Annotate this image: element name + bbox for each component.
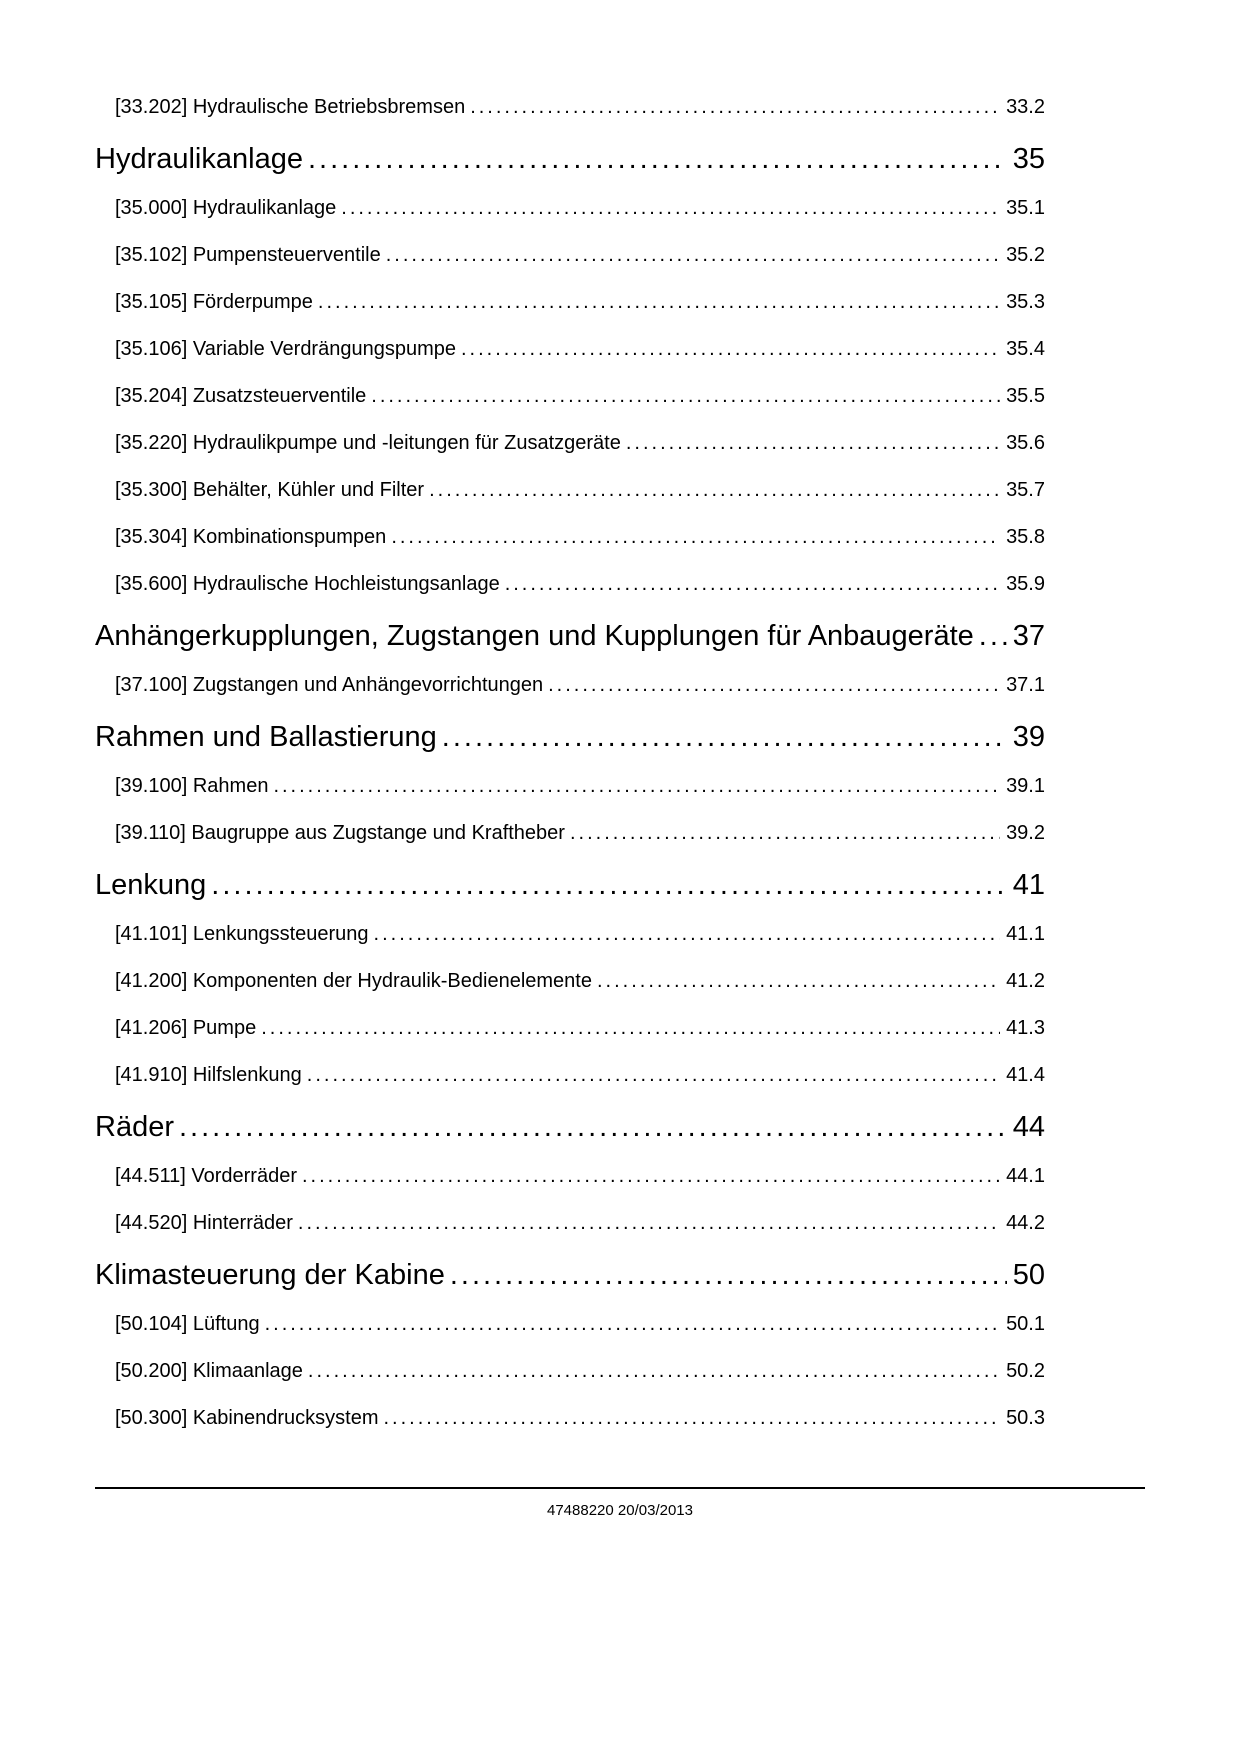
toc-entry-label: [39.110] Baugruppe aus Zugstange und Kraftheber xyxy=(115,822,565,844)
toc-entry[interactable] xyxy=(95,96,1045,119)
toc-entry-label: [35.106] Variable Verdrängungspumpe xyxy=(115,338,456,360)
toc-entry-label: [35.204] Zusatzsteuerventile xyxy=(115,385,367,407)
footer-text: 47488220 20/03/2013 xyxy=(547,1502,693,1519)
toc-entry-label: [35.000] Hydraulikanlage xyxy=(115,197,337,219)
toc-entry-label: [50.300] Kabinendrucksystem xyxy=(115,1407,379,1429)
toc-entry[interactable] xyxy=(95,573,1045,596)
dot-leader xyxy=(505,573,1000,596)
dot-leader xyxy=(265,1313,1000,1336)
toc-entry[interactable] xyxy=(95,197,1045,220)
page-footer xyxy=(95,1487,1145,1519)
toc-entry[interactable] xyxy=(95,1407,1045,1430)
toc-entry-label: [35.600] Hydraulische Hochleistungsanlage xyxy=(115,573,500,595)
toc-page-number: 35.8 xyxy=(1006,526,1045,548)
toc-page-number: 41.3 xyxy=(1006,1017,1045,1039)
toc-page-number: 35.4 xyxy=(1006,338,1045,360)
toc-entry[interactable] xyxy=(95,1313,1045,1336)
toc-entry-label: [35.105] Förderpumpe xyxy=(115,291,313,313)
dot-leader xyxy=(470,96,1000,119)
toc-section-heading[interactable] xyxy=(95,1259,1045,1292)
toc-section-heading[interactable] xyxy=(95,869,1045,902)
toc-page-number: 39 xyxy=(1012,721,1045,753)
toc-page-number: 39.2 xyxy=(1006,822,1045,844)
toc-entry-label: [41.910] Hilfslenkung xyxy=(115,1064,302,1086)
dot-leader xyxy=(318,291,1000,314)
toc-section-heading[interactable] xyxy=(95,721,1045,754)
toc-page-number: 33.2 xyxy=(1006,96,1045,118)
dot-leader xyxy=(308,143,1007,176)
toc-page-number: 50 xyxy=(1012,1259,1045,1291)
dot-leader xyxy=(261,1017,1000,1040)
toc-entry-label: [44.520] Hinterräder xyxy=(115,1212,293,1234)
toc-page-number: 35.7 xyxy=(1006,479,1045,501)
toc-page-number: 35.1 xyxy=(1006,197,1045,219)
toc-entry-label: [37.100] Zugstangen und Anhängevorrichtungen xyxy=(115,674,544,696)
toc-page-number: 35.9 xyxy=(1006,573,1045,595)
toc-entry[interactable] xyxy=(95,1165,1045,1188)
dot-leader xyxy=(307,1064,1000,1087)
toc-section-title: Rahmen und Ballastierung xyxy=(95,721,437,753)
toc-entry-label: [41.206] Pumpe xyxy=(115,1017,257,1039)
toc-entry-label: [50.200] Klimaanlage xyxy=(115,1360,303,1382)
toc-entry[interactable] xyxy=(95,1212,1045,1235)
dot-leader xyxy=(273,775,1000,798)
dot-leader xyxy=(341,197,1000,220)
toc-page-number: 50.1 xyxy=(1006,1313,1045,1335)
toc-entry-label: [35.102] Pumpensteuerventile xyxy=(115,244,381,266)
toc-entry[interactable] xyxy=(95,923,1045,946)
dot-leader xyxy=(391,526,1000,549)
toc-entry[interactable] xyxy=(95,1017,1045,1040)
toc-entry-label: [50.104] Lüftung xyxy=(115,1313,260,1335)
toc-page-number: 44.1 xyxy=(1006,1165,1045,1187)
toc-section-title: Klimasteuerung der Kabine xyxy=(95,1259,445,1291)
toc-section-title: Räder xyxy=(95,1111,174,1143)
toc-entry-label: [41.200] Komponenten der Hydraulik-Bedienelemente xyxy=(115,970,592,992)
toc-entry[interactable] xyxy=(95,385,1045,408)
toc-page-number: 41.4 xyxy=(1006,1064,1045,1086)
toc-entry-label: [35.300] Behälter, Kühler und Filter xyxy=(115,479,425,501)
toc-entry[interactable] xyxy=(95,244,1045,267)
dot-leader xyxy=(302,1165,1000,1188)
table-of-contents xyxy=(95,96,1045,1454)
toc-page-number: 35.3 xyxy=(1006,291,1045,313)
toc-page-number: 41.1 xyxy=(1006,923,1045,945)
toc-page-number: 41 xyxy=(1012,869,1045,901)
dot-leader xyxy=(179,1111,1007,1144)
dot-leader xyxy=(308,1360,1000,1383)
toc-section-heading[interactable] xyxy=(95,620,1045,653)
toc-entry[interactable] xyxy=(95,338,1045,361)
dot-leader xyxy=(298,1212,1000,1235)
toc-section-heading[interactable] xyxy=(95,1111,1045,1144)
toc-entry-label: [41.101] Lenkungssteuerung xyxy=(115,923,369,945)
dot-leader xyxy=(211,869,1006,902)
toc-entry[interactable] xyxy=(95,970,1045,993)
dot-leader xyxy=(548,674,1000,697)
dot-leader xyxy=(374,923,1001,946)
toc-entry[interactable] xyxy=(95,479,1045,502)
toc-section-title: Hydraulikanlage xyxy=(95,143,303,175)
dot-leader xyxy=(371,385,1000,408)
toc-page-number: 35.5 xyxy=(1006,385,1045,407)
toc-entry[interactable] xyxy=(95,432,1045,455)
dot-leader xyxy=(597,970,1000,993)
toc-page-number: 37 xyxy=(1012,620,1045,652)
toc-page-number: 44 xyxy=(1012,1111,1045,1143)
toc-entry[interactable] xyxy=(95,526,1045,549)
toc-entry-label: [44.511] Vorderräder xyxy=(115,1165,297,1187)
dot-leader xyxy=(442,721,1007,754)
dot-leader xyxy=(386,244,1000,267)
toc-entry[interactable] xyxy=(95,1064,1045,1087)
toc-page-number: 50.2 xyxy=(1006,1360,1045,1382)
toc-page-number: 37.1 xyxy=(1006,674,1045,696)
toc-entry-label: [35.304] Kombinationspumpen xyxy=(115,526,387,548)
dot-leader xyxy=(626,432,1000,455)
toc-entry[interactable] xyxy=(95,1360,1045,1383)
toc-page-number: 50.3 xyxy=(1006,1407,1045,1429)
toc-entry[interactable] xyxy=(95,775,1045,798)
toc-page-number: 35.2 xyxy=(1006,244,1045,266)
dot-leader xyxy=(384,1407,1001,1430)
toc-page-number: 35.6 xyxy=(1006,432,1045,454)
toc-entry-label: [39.100] Rahmen xyxy=(115,775,269,797)
dot-leader xyxy=(979,620,1007,653)
dot-leader xyxy=(450,1259,1007,1292)
toc-entry[interactable] xyxy=(95,291,1045,314)
toc-entry[interactable] xyxy=(95,674,1045,697)
toc-section-heading[interactable] xyxy=(95,143,1045,176)
toc-section-title: Anhängerkupplungen, Zugstangen und Kupplungen für Anbaugeräte xyxy=(95,620,974,652)
toc-entry-label: [33.202] Hydraulische Betriebsbremsen xyxy=(115,96,466,118)
dot-leader xyxy=(570,822,1000,845)
toc-section-title: Lenkung xyxy=(95,869,207,901)
toc-page-number: 44.2 xyxy=(1006,1212,1045,1234)
toc-entry[interactable] xyxy=(95,822,1045,845)
toc-page-number: 35 xyxy=(1012,143,1045,175)
toc-page-number: 39.1 xyxy=(1006,775,1045,797)
toc-entry-label: [35.220] Hydraulikpumpe und -leitungen für Zusatzgeräte xyxy=(115,432,621,454)
dot-leader xyxy=(461,338,1000,361)
toc-page-number: 41.2 xyxy=(1006,970,1045,992)
dot-leader xyxy=(429,479,1000,502)
